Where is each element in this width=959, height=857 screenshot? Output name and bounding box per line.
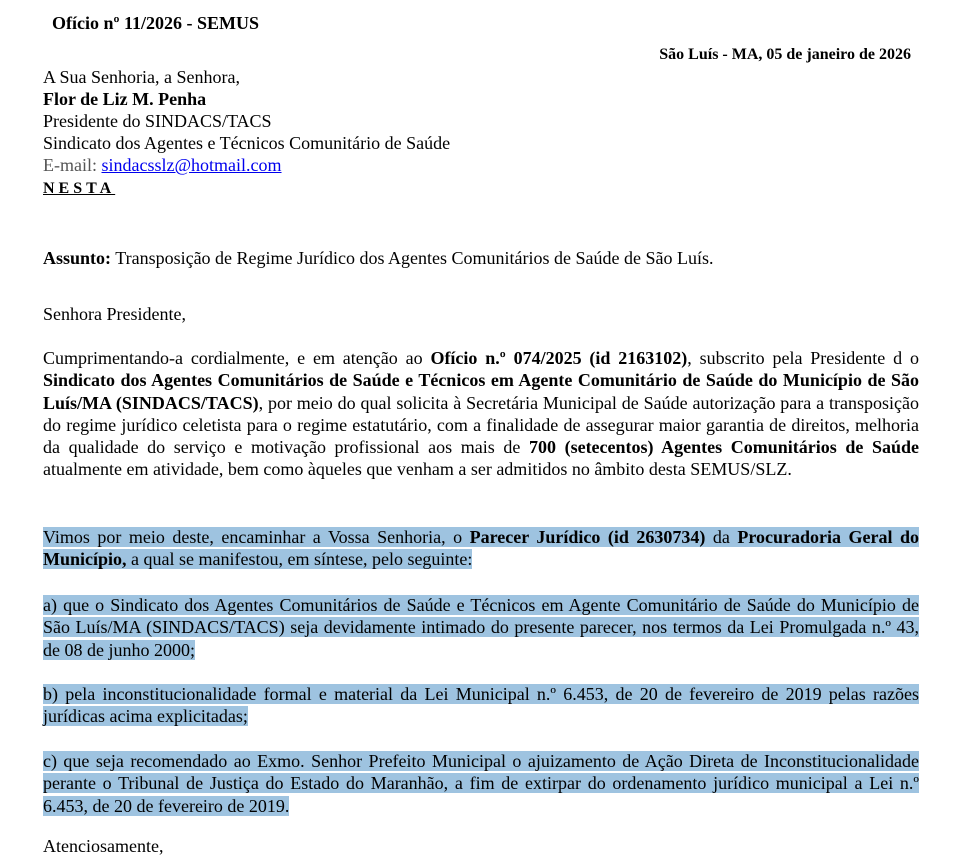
list-item-b: b) pela inconstitucionalidade formal e material da Lei Municipal n.º 6.453, de 20 de fevereiro de 2019 pelas razões jurídicas acima explicitadas; — [43, 684, 919, 727]
addressee-name: Flor de Liz M. Penha — [43, 89, 207, 109]
subject-label: Assunto: — [43, 248, 112, 268]
salutation: Senhora Presidente, — [43, 304, 186, 324]
subject-line — [43, 248, 713, 269]
addressee-email-line — [43, 154, 282, 176]
addressee-role: Presidente do SINDACS/TACS — [43, 111, 272, 131]
subject-text: Transposição de Regime Jurídico dos Agentes Comunitários de Saúde de São Luís. — [115, 248, 714, 268]
body-paragraph-2-selected: Vimos por meio deste, encaminhar a Vossa Senhoria, o Parecer Jurídico (id 2630734) da Procuradoria Geral do Município, a qual se manifestou, em síntese, pelo seguinte: — [43, 527, 919, 570]
nesta-label: NESTA — [43, 180, 116, 197]
list-item-c: c) que seja recomendado ao Exmo. Senhor Prefeito Municipal o ajuizamento de Ação Direta de Inconstitucionalidade perante o Tribunal de Justiça do Estado do Maranhão, a fim de extirpar do ordenamento jurídico municipal a Lei n.º 6.453, de 20 de fevereiro de 2019. — [43, 751, 919, 816]
email-link[interactable]: sindacsslz@hotmail.com — [101, 155, 282, 175]
addressee-greeting: A Sua Senhoria, a Senhora, — [43, 67, 240, 87]
body-paragraph-1: Cumprimentando-a cordialmente, e em atenção ao Ofício n.º 074/2025 (id 2163102), subscrito pela Presidente d o Sindicato dos Agentes Comunitários de Saúde e Técnicos em Agente Comunitário de Saúde do Município de São Luís/MA (SINDACS/TACS), por meio do qual solicita à Secretária Municipal de Saúde autorização para a transposição do regime jurídico celetista para o regime estatutário, com a finalidade de assegurar maior garantia de direitos, melhoria da qualidade do serviço e motivação profissional aos mais de 700 (setecentos) Agentes Comunitários de Saúde atualmente em atividade, bem como àqueles que venham a ser admitidos no âmbito desta SEMUS/SLZ. — [43, 348, 919, 480]
list-item-a: a) que o Sindicato dos Agentes Comunitários de Saúde e Técnicos em Agente Comunitário de Saúde do Município de São Luís/MA (SINDACS/TACS) seja devidamente intimado do presente parecer, nos termos da Lei Promulgada n.º 43, de 08 de junho 2000; — [43, 595, 919, 660]
document-number: Ofício nº 11/2026 - SEMUS — [52, 13, 259, 33]
closing-cut-off: Atenciosamente, — [43, 836, 164, 856]
document-date: São Luís - MA, 05 de janeiro de 2026 — [659, 46, 911, 63]
email-label: E-mail: — [43, 155, 97, 175]
addressee-organization: Sindicato dos Agentes e Técnicos Comunitário de Saúde — [43, 133, 451, 153]
